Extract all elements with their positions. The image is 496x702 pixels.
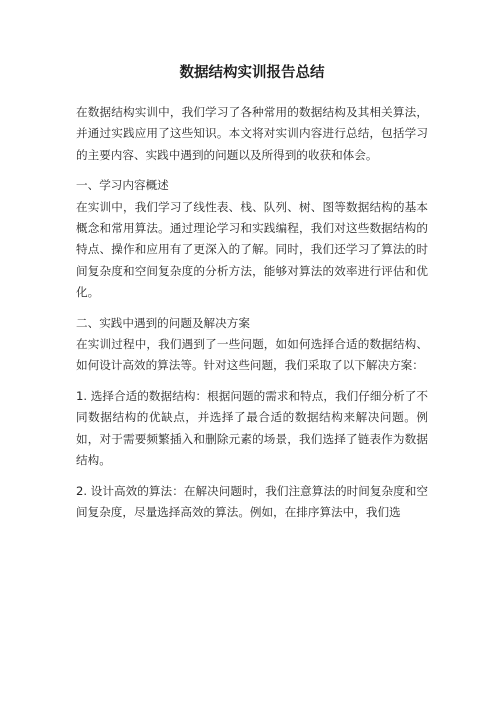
section-1-heading: 一、学习内容概述: [76, 178, 169, 193]
document-body: [76, 60, 428, 523]
document-title: 数据结构实训报告总结: [179, 65, 325, 81]
list-item-2: 2. 设计高效的算法：在解决问题时，我们注意算法的时间复杂度和空间复杂度，尽量选择高效的算法。例如，在排序算法中，我们选: [76, 483, 428, 519]
list-item-1: 1. 选择合适的数据结构：根据问题的需求和特点，我们仔细分析了不同数据结构的优缺点，并选择了最合适的数据结构来解决问题。例如，对于需要频繁插入和删除元素的场景，我们选择了链表作为数据结构。: [76, 388, 428, 468]
intro-paragraph: 在数据结构实训中，我们学习了各种常用的数据结构及其相关算法，并通过实践应用了这些知识。本文将对实训内容进行总结，包括学习的主要内容、实践中遇到的问题以及所得到的收获和体会。: [76, 105, 428, 162]
section-2-heading: 二、实践中遇到的问题及解决方案: [76, 315, 250, 330]
section-1-paragraph: 在实训中，我们学习了线性表、栈、队列、树、图等数据结构的基本概念和常用算法。通过理论学习和实践编程，我们对这些数据结构的特点、操作和应用有了更深入的了解。同时，我们还学习了算法的时间复杂度和空间复杂度的分析方法，能够对算法的效率进行评估和优化。: [76, 199, 428, 300]
section-2-paragraph: 在实训过程中，我们遇到了一些问题，如如何选择合适的数据结构、如何设计高效的算法等。针对这些问题，我们采取了以下解决方案：: [76, 337, 428, 373]
